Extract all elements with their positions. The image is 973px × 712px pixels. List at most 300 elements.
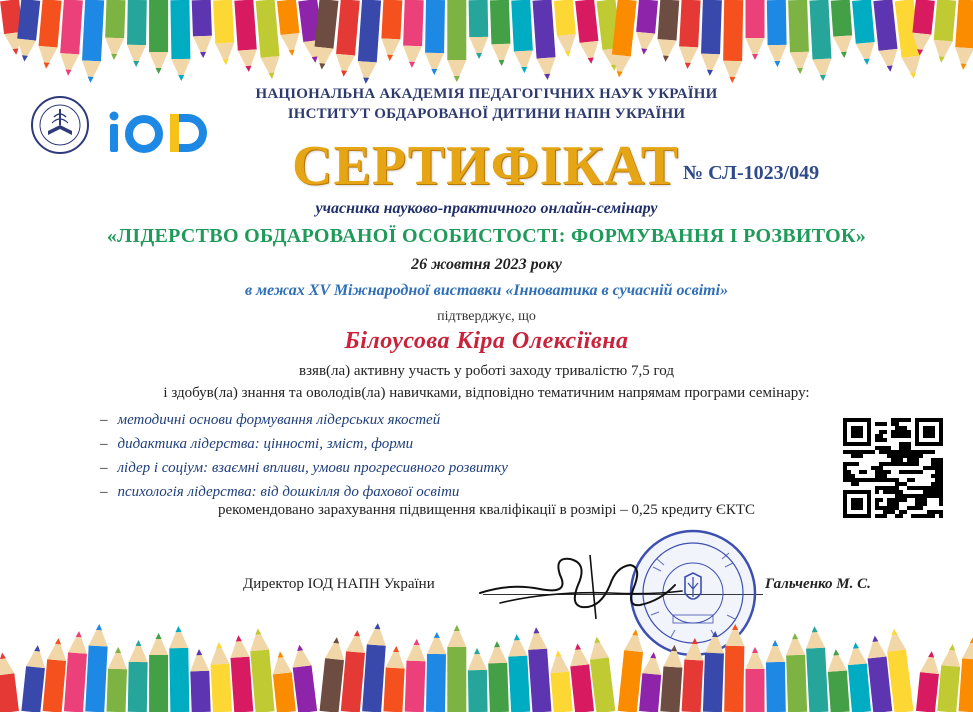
qr-module bbox=[863, 478, 867, 482]
pencil-lead bbox=[277, 651, 284, 658]
qr-module bbox=[875, 498, 879, 502]
pencil bbox=[334, 0, 360, 77]
qr-module bbox=[875, 470, 879, 474]
qr-module bbox=[899, 510, 903, 514]
qr-module bbox=[911, 514, 915, 518]
pencil-body bbox=[533, 0, 556, 59]
qr-module bbox=[891, 502, 895, 506]
pencil bbox=[527, 627, 552, 712]
qr-module bbox=[939, 514, 943, 518]
pencil bbox=[149, 633, 168, 712]
qr-module bbox=[919, 494, 923, 498]
qr-module bbox=[891, 510, 895, 514]
pencil-body bbox=[469, 0, 489, 37]
pencil-tip bbox=[149, 633, 168, 655]
pencil-tip bbox=[89, 624, 109, 647]
pencil-body bbox=[701, 0, 722, 54]
pencil-lead bbox=[43, 62, 50, 69]
pencil-tip bbox=[334, 54, 355, 78]
pencil bbox=[362, 622, 387, 712]
qr-module bbox=[891, 422, 895, 426]
pencil bbox=[910, 0, 935, 57]
pencil-tip bbox=[169, 626, 188, 648]
pencil-tip bbox=[932, 40, 953, 64]
qr-module bbox=[931, 510, 935, 514]
qr-module bbox=[915, 462, 919, 466]
qr-module bbox=[875, 514, 879, 518]
pencil bbox=[490, 0, 511, 66]
pencil-body bbox=[127, 0, 147, 45]
pencil-body bbox=[381, 0, 402, 39]
pencil-lead bbox=[662, 56, 668, 62]
qr-module bbox=[843, 478, 847, 482]
pencil-body bbox=[916, 672, 939, 712]
pencil bbox=[846, 642, 871, 712]
qr-module bbox=[871, 466, 875, 470]
pencil bbox=[43, 637, 68, 712]
pencil bbox=[805, 626, 828, 712]
qr-module bbox=[891, 418, 895, 422]
qr-module bbox=[903, 510, 907, 514]
qr-module bbox=[931, 462, 935, 466]
qr-module bbox=[875, 422, 879, 426]
qr-module bbox=[855, 450, 859, 454]
pencil bbox=[426, 632, 446, 712]
pencil-lead bbox=[454, 76, 460, 82]
qr-module bbox=[859, 454, 863, 458]
qr-module bbox=[883, 462, 887, 466]
pencil-tip bbox=[548, 650, 569, 674]
pencil-body bbox=[211, 664, 232, 712]
pencil bbox=[767, 0, 787, 67]
pencil-tip bbox=[610, 55, 631, 79]
pencil-tip bbox=[805, 626, 825, 649]
pencil bbox=[149, 0, 168, 74]
pencil-body bbox=[488, 663, 509, 712]
pencil-body bbox=[490, 0, 511, 44]
pencil-body bbox=[658, 0, 680, 40]
pencil bbox=[380, 0, 402, 61]
qr-module bbox=[879, 486, 883, 490]
pencil-body bbox=[806, 648, 828, 712]
pencil-tip bbox=[768, 45, 787, 67]
pencil-tip bbox=[193, 36, 213, 59]
pencil-lead bbox=[363, 77, 369, 83]
pencil bbox=[271, 650, 296, 712]
pencil-tip bbox=[104, 38, 124, 61]
pencil-tip bbox=[229, 635, 249, 658]
pencil-lead bbox=[111, 54, 117, 60]
qr-module bbox=[895, 498, 899, 502]
pencil-border-top bbox=[0, 0, 973, 100]
pencil-lead bbox=[729, 77, 735, 83]
pencil-tip bbox=[826, 649, 846, 672]
qr-module bbox=[915, 486, 919, 490]
pencil-tip bbox=[447, 60, 466, 82]
pencil bbox=[128, 640, 148, 712]
pencil-tip bbox=[790, 52, 810, 75]
pencil-lead bbox=[289, 50, 296, 57]
qr-module bbox=[911, 494, 915, 498]
pencil-lead bbox=[811, 626, 817, 632]
pencil bbox=[0, 0, 26, 56]
pencil bbox=[507, 634, 530, 712]
pencil-lead bbox=[820, 75, 826, 81]
qr-module bbox=[895, 506, 899, 510]
qr-module bbox=[899, 418, 903, 422]
pencil-body bbox=[0, 0, 23, 34]
qr-module bbox=[907, 430, 911, 434]
qr-module bbox=[883, 446, 887, 450]
pencil-body bbox=[293, 665, 317, 712]
qr-module bbox=[847, 474, 851, 478]
pencil-body bbox=[64, 652, 87, 712]
qr-module bbox=[843, 462, 847, 466]
qr-module bbox=[911, 454, 915, 458]
pencil bbox=[85, 624, 109, 712]
qr-module bbox=[911, 478, 915, 482]
pencil bbox=[127, 0, 147, 67]
pencil-tip bbox=[26, 644, 47, 668]
qr-module bbox=[883, 486, 887, 490]
pencil-body bbox=[82, 0, 104, 61]
qr-module bbox=[855, 482, 859, 486]
pencil-body bbox=[746, 669, 765, 712]
pencil-lead bbox=[774, 61, 780, 67]
qr-module bbox=[927, 486, 931, 490]
pencil-body bbox=[550, 671, 572, 712]
qr-code[interactable] bbox=[843, 418, 943, 518]
pencil-tip bbox=[209, 642, 229, 665]
qr-module bbox=[919, 498, 923, 502]
pencil-body bbox=[128, 662, 148, 712]
pencil-lead bbox=[910, 72, 917, 79]
pencil-tip bbox=[920, 650, 941, 674]
pencil-lead bbox=[521, 67, 527, 73]
pencil-lead bbox=[333, 637, 340, 644]
qr-module bbox=[899, 482, 903, 486]
qr-module bbox=[875, 486, 879, 490]
qr-module bbox=[939, 470, 943, 474]
qr-module bbox=[899, 490, 903, 494]
pencil bbox=[256, 0, 282, 80]
qr-module bbox=[923, 490, 927, 494]
qr-module bbox=[939, 458, 943, 462]
qr-module bbox=[935, 494, 939, 498]
pencil-lead bbox=[841, 52, 847, 58]
pencil-tip bbox=[427, 632, 446, 654]
qr-module bbox=[927, 450, 931, 454]
pencil bbox=[356, 0, 381, 84]
qr-module bbox=[879, 422, 883, 426]
qr-module bbox=[887, 462, 891, 466]
qr-module bbox=[915, 494, 919, 498]
pencil-tip bbox=[356, 61, 376, 84]
pencil bbox=[596, 0, 624, 72]
pencil-lead bbox=[494, 641, 500, 647]
list-item bbox=[100, 458, 508, 482]
pencil-lead bbox=[55, 638, 62, 645]
qr-module bbox=[875, 478, 879, 482]
qr-module bbox=[879, 434, 883, 438]
qr-module bbox=[923, 450, 927, 454]
director-name: Гальченко М. С. bbox=[765, 576, 871, 592]
pencil-body bbox=[383, 667, 404, 712]
qr-module bbox=[899, 426, 903, 430]
pencil-body bbox=[590, 657, 615, 712]
qr-module bbox=[891, 506, 895, 510]
pencil-tip bbox=[81, 60, 101, 83]
qr-module bbox=[879, 474, 883, 478]
pencil-lead bbox=[387, 55, 393, 61]
pencil-tip bbox=[879, 49, 900, 73]
pencil-lead bbox=[797, 68, 803, 74]
pencil-lead bbox=[135, 640, 141, 646]
director-label: Директор ІОД НАПН України bbox=[243, 576, 435, 592]
pencil-body bbox=[679, 0, 700, 47]
pencil-body bbox=[873, 0, 897, 51]
pencil-lead bbox=[533, 627, 539, 633]
pencil-lead bbox=[949, 644, 956, 651]
qr-module bbox=[903, 482, 907, 486]
pencil-lead bbox=[514, 634, 520, 640]
pencil-body bbox=[955, 0, 973, 48]
qr-module bbox=[911, 470, 915, 474]
pencil-lead bbox=[792, 633, 798, 639]
pencil bbox=[59, 0, 83, 76]
qr-module bbox=[875, 506, 879, 510]
pencil-lead bbox=[354, 630, 361, 637]
qr-module bbox=[939, 498, 943, 502]
pencil bbox=[234, 0, 258, 73]
pencil-tip bbox=[4, 32, 26, 56]
qr-module bbox=[939, 478, 943, 482]
pencil-body bbox=[341, 651, 365, 712]
qr-module bbox=[851, 482, 855, 486]
pencil-tip bbox=[557, 34, 578, 58]
qr-module bbox=[927, 466, 931, 470]
pencil-lead bbox=[641, 48, 648, 55]
pencil-body bbox=[809, 0, 831, 59]
qr-module bbox=[895, 430, 899, 434]
qr-module bbox=[923, 486, 927, 490]
qr-module bbox=[871, 478, 875, 482]
pencil bbox=[575, 0, 601, 65]
qr-module bbox=[859, 450, 863, 454]
pencil-body bbox=[107, 669, 127, 712]
qr-module bbox=[931, 482, 935, 486]
pencil bbox=[425, 0, 445, 75]
pencil-lead bbox=[684, 63, 690, 69]
qr-module bbox=[899, 454, 903, 458]
qr-module bbox=[891, 498, 895, 502]
pencil-tip bbox=[386, 646, 406, 669]
pencil-lead bbox=[223, 59, 229, 65]
pencil-body bbox=[831, 0, 852, 37]
pencil bbox=[932, 0, 956, 63]
pencil bbox=[895, 0, 923, 80]
qr-module bbox=[895, 422, 899, 426]
pencil bbox=[37, 0, 62, 69]
pencil-tip bbox=[248, 628, 269, 652]
qr-module bbox=[907, 434, 911, 438]
pencil bbox=[192, 0, 213, 58]
pencil-lead bbox=[255, 628, 262, 635]
qr-module bbox=[879, 498, 883, 502]
qr-module bbox=[883, 450, 887, 454]
pencil-tip bbox=[303, 40, 325, 64]
qr-module bbox=[891, 450, 895, 454]
qr-module bbox=[895, 462, 899, 466]
pencil-tip bbox=[238, 49, 258, 72]
qr-module bbox=[915, 498, 919, 502]
pencil-tip bbox=[723, 61, 742, 83]
qr-module bbox=[931, 490, 935, 494]
dash-marker: – bbox=[100, 436, 108, 452]
qr-module bbox=[895, 418, 899, 422]
pencil-tip bbox=[325, 636, 346, 660]
qr-module bbox=[895, 434, 899, 438]
pencil bbox=[248, 628, 274, 712]
qr-module bbox=[891, 462, 895, 466]
pencil bbox=[0, 651, 19, 712]
qr-module bbox=[935, 466, 939, 470]
topic-text: методичні основи формування лідерських якостей bbox=[117, 412, 441, 428]
pencil-tip bbox=[846, 642, 867, 666]
qr-module bbox=[891, 490, 895, 494]
pencil-tip bbox=[884, 628, 906, 652]
topic-text: дидактика лідерства: цінності, зміст, форми bbox=[117, 436, 414, 452]
qr-module bbox=[903, 418, 907, 422]
qr-module bbox=[903, 446, 907, 450]
qr-module bbox=[895, 454, 899, 458]
pencil-tip bbox=[962, 636, 973, 659]
pencil-body bbox=[511, 0, 533, 52]
qr-module bbox=[847, 470, 851, 474]
pencil-body bbox=[618, 650, 643, 712]
qr-module bbox=[887, 454, 891, 458]
pencil bbox=[402, 0, 423, 68]
pencil-tip bbox=[902, 56, 924, 80]
pencil-body bbox=[298, 0, 322, 42]
qr-module bbox=[935, 478, 939, 482]
pencil bbox=[937, 643, 962, 712]
pencil bbox=[447, 0, 466, 82]
pencil bbox=[405, 639, 427, 712]
qr-module bbox=[907, 478, 911, 482]
qr-module bbox=[931, 514, 935, 518]
pencil-lead bbox=[319, 63, 326, 70]
qr-module bbox=[907, 450, 911, 454]
pencil bbox=[104, 0, 125, 60]
pencil bbox=[554, 0, 578, 58]
seminar-theme: «ЛІДЕРСТВО ОБДАРОВАНОЇ ОСОБИСТОСТІ: ФОРМУВАННЯ І РОЗВИТОК» bbox=[106, 225, 867, 247]
qr-module bbox=[863, 450, 867, 454]
pencil-lead bbox=[752, 54, 758, 60]
pencil-tip bbox=[746, 38, 765, 60]
topics-list bbox=[100, 410, 508, 506]
topic-text: психологія лідерства: від дошкілля до фахової освіти bbox=[117, 484, 460, 500]
qr-module bbox=[855, 462, 859, 466]
qr-module bbox=[911, 458, 915, 462]
pencil-tip bbox=[766, 640, 785, 662]
qr-module bbox=[847, 450, 851, 454]
pencil-lead bbox=[156, 68, 162, 74]
pencil bbox=[21, 644, 47, 712]
pencil-tip bbox=[785, 633, 805, 656]
pencil bbox=[169, 626, 189, 712]
pencil bbox=[533, 0, 558, 81]
qr-module bbox=[891, 430, 895, 434]
pencil-lead bbox=[133, 61, 139, 67]
pencil-lead bbox=[175, 626, 181, 632]
pencil bbox=[190, 649, 211, 712]
qr-module bbox=[915, 454, 919, 458]
pencil-body bbox=[426, 654, 446, 712]
pencil bbox=[873, 0, 899, 73]
pencil bbox=[678, 0, 701, 69]
pencil-tip bbox=[865, 635, 886, 659]
pencil-lead bbox=[235, 635, 241, 641]
pencil-body bbox=[528, 649, 551, 712]
pencil-body bbox=[912, 0, 934, 35]
pencil-body bbox=[85, 646, 107, 712]
pencil-body bbox=[570, 664, 594, 712]
pencil-lead bbox=[0, 652, 6, 659]
pencil bbox=[826, 649, 849, 712]
qr-module bbox=[939, 502, 943, 506]
pencil-tip bbox=[406, 639, 426, 662]
pencil-tip bbox=[954, 47, 973, 70]
confirm-text: підтверджує, що bbox=[437, 309, 536, 324]
pencil-body bbox=[937, 665, 960, 712]
pencil-tip bbox=[290, 644, 312, 668]
qr-module bbox=[895, 486, 899, 490]
pencil-lead bbox=[431, 69, 437, 75]
qr-module bbox=[863, 470, 867, 474]
qr-module bbox=[887, 486, 891, 490]
pencil bbox=[81, 0, 104, 83]
qr-module bbox=[927, 490, 931, 494]
qr-module bbox=[843, 474, 847, 478]
qr-module bbox=[887, 502, 891, 506]
qr-module bbox=[919, 506, 923, 510]
qr-module bbox=[931, 450, 935, 454]
pencil-body bbox=[0, 673, 19, 712]
pencil-tip bbox=[580, 41, 601, 65]
qr-module bbox=[887, 446, 891, 450]
pencil bbox=[634, 0, 658, 55]
qr-module bbox=[907, 470, 911, 474]
pencil bbox=[298, 0, 325, 64]
pencil bbox=[865, 635, 892, 712]
qr-module bbox=[883, 470, 887, 474]
pencil-lead bbox=[13, 48, 20, 55]
pencil-body bbox=[786, 655, 807, 712]
pencil-body bbox=[959, 658, 973, 712]
pencil-body bbox=[868, 656, 893, 712]
qr-module bbox=[879, 470, 883, 474]
pencil-body bbox=[149, 0, 168, 52]
qr-module bbox=[887, 490, 891, 494]
pencil bbox=[447, 625, 466, 712]
pencil bbox=[916, 650, 941, 712]
pencil bbox=[229, 635, 253, 712]
pencil-lead bbox=[454, 625, 460, 631]
pencil-lead bbox=[833, 649, 839, 655]
qr-module bbox=[931, 474, 935, 478]
dash-marker: – bbox=[100, 412, 108, 428]
